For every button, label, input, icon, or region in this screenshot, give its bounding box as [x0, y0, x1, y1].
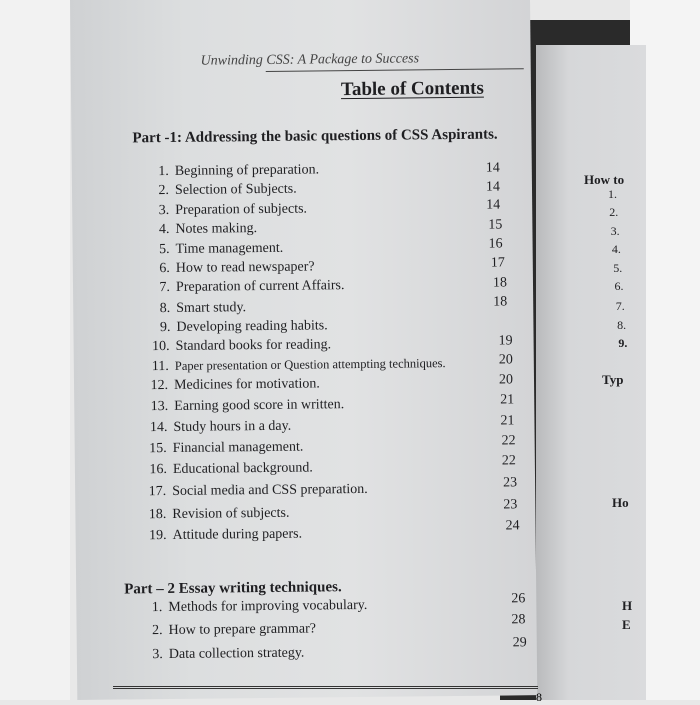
part1-heading: Part -1: Addressing the basic questions of CSS Aspirants. — [132, 126, 498, 147]
page-number: 8 — [536, 690, 542, 704]
part2-item-page: 29 — [512, 635, 527, 651]
facing-page-heading-2: Typ — [602, 372, 624, 387]
part1-item-page: 22 — [501, 433, 516, 449]
part1-item-number: 9. — [159, 319, 171, 336]
part2-item-number: 3. — [152, 647, 163, 663]
part1-item-page: 15 — [488, 217, 503, 233]
facing-page-number: 9. — [618, 336, 628, 350]
part2-heading: Part – 2 Essay writing techniques. — [124, 579, 342, 598]
part1-item-page: 23 — [503, 497, 518, 513]
part1-item-number: 18. — [148, 507, 167, 523]
part1-item-number: 15. — [149, 441, 167, 457]
facing-page-number: 1. — [608, 187, 617, 201]
facing-page-number: 7. — [615, 299, 625, 313]
part1-item-title: Preparation of subjects. — [175, 201, 308, 218]
part1-item-title: Study hours in a day. — [173, 418, 292, 435]
part1-item-page: 16 — [488, 236, 503, 252]
part2-item-page: 26 — [511, 591, 526, 607]
part1-item-number: 3. — [158, 202, 170, 219]
part1-item-page: 17 — [490, 255, 505, 271]
part1-item-number: 2. — [158, 182, 170, 199]
part1-item-title: Beginning of preparation. — [174, 162, 320, 179]
facing-page-heading: How to — [584, 172, 625, 187]
part1-item-page: 21 — [500, 392, 515, 408]
part2-item-page: 28 — [511, 612, 526, 628]
part1-item-page: 19 — [498, 333, 513, 349]
part1-item-title: Medicines for motivation. — [173, 376, 320, 393]
part1-item-number: 17. — [148, 484, 167, 500]
facing-page-number: 6. — [614, 279, 624, 293]
part1-item-number: 13. — [150, 398, 169, 415]
part1-item-number: 7. — [159, 279, 171, 296]
part1-item-number: 12. — [150, 377, 169, 394]
part1-item-page: 20 — [498, 352, 513, 368]
part2-item-title: How to prepare grammar? — [168, 621, 317, 639]
facing-page-heading-3: Ho — [612, 495, 629, 510]
part2-item-number: 1. — [151, 600, 163, 616]
part1-item-title: Attitude during papers. — [172, 526, 303, 543]
part1-item-page: 22 — [501, 453, 516, 469]
facing-page-number: 2. — [609, 205, 619, 219]
part2-item-title: Methods for improving vocabulary. — [168, 597, 368, 616]
part1-item-title: Paper presentation or Question attempting techniques. — [174, 356, 446, 373]
part1-item-page: 21 — [500, 413, 515, 429]
part1-item-page: 20 — [498, 372, 514, 388]
facing-page-number: 8. — [617, 318, 627, 332]
part1-item-title: Smart study. — [176, 300, 247, 316]
book-header: Unwinding CSS: A Package to Success — [200, 51, 420, 69]
header-rule — [266, 68, 524, 72]
part1-item-number: 6. — [159, 260, 170, 277]
part1-item-number: 10. — [152, 338, 170, 355]
part1-item-title: Earning good score in written. — [174, 397, 345, 414]
page-title: Table of Contents — [340, 77, 484, 101]
part1-item-page: 18 — [492, 275, 508, 291]
facing-page-number: 5. — [613, 261, 623, 275]
part1-item-number: 19. — [149, 528, 167, 544]
part1-item-number: 14. — [149, 420, 168, 436]
part1-item-title: Revision of subjects. — [172, 505, 290, 522]
part1-item-title: Standard books for reading. — [175, 337, 332, 354]
part1-item-title: Time management. — [175, 240, 284, 257]
part1-item-title: Financial management. — [172, 439, 304, 456]
part1-item-title: Developing reading habits. — [176, 318, 328, 335]
part1-item-title: Notes making. — [175, 221, 258, 237]
bottom-rule — [113, 686, 538, 689]
part2-item-number: 2. — [152, 623, 163, 639]
part1-item-number: 8. — [159, 300, 171, 317]
part1-item-title: Educational background. — [172, 460, 313, 477]
background-left — [0, 0, 70, 700]
part1-item-title: Selection of Subjects. — [174, 181, 297, 198]
part1-item-number: 5. — [159, 241, 170, 258]
part1-item-number: 11. — [151, 358, 169, 375]
part1-item-page: 23 — [503, 475, 518, 491]
part1-item-number: 4. — [158, 221, 170, 238]
part1-item-page: 18 — [493, 294, 508, 310]
part1-item-page: 14 — [486, 197, 501, 213]
part1-item-page: 14 — [485, 160, 500, 176]
part1-item-number: 16. — [149, 462, 168, 478]
part2-item-title: Data collection strategy. — [168, 645, 305, 663]
part1-item-title: Social media and CSS preparation. — [172, 481, 368, 499]
facing-page-number: 4. — [611, 242, 621, 256]
part1-item-page: 14 — [485, 179, 501, 195]
part1-item-title: How to read newspaper? — [175, 259, 315, 276]
part1-item-page: 24 — [505, 518, 520, 534]
facing-page-letter-1: H — [622, 598, 633, 613]
facing-page-number: 3. — [610, 224, 620, 238]
book-page — [70, 0, 537, 700]
part1-item-title: Preparation of current Affairs. — [175, 278, 345, 295]
facing-page-letter-2: E — [622, 617, 631, 632]
part1-item-number: 1. — [158, 163, 169, 180]
